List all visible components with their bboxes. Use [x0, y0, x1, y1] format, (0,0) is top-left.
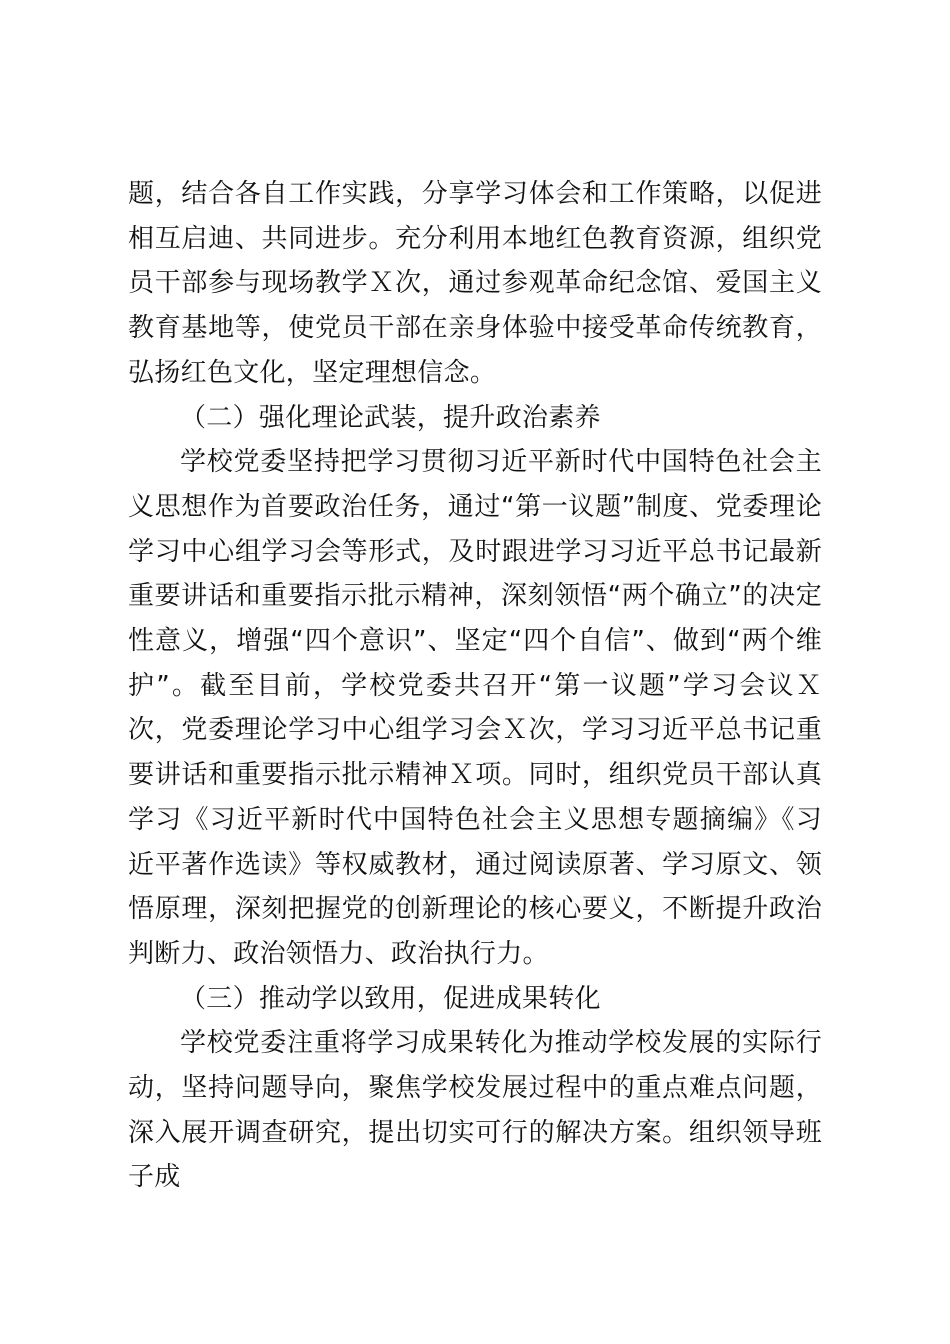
section-heading-3: （三）推动学以致用，促进成果转化: [180, 983, 601, 1014]
section-heading-2: （二）强化理论武装，提升政治素养: [180, 402, 601, 433]
paragraph-continuation: 题，结合各自工作实践，分享学习体会和工作策略，以促进相互启迪、共同进步。充分利用本地红色教育资源，组织党员干部参与现场教学Ｘ次，通过参观革命纪念馆、爱国主义教育基地等，使党员干部在亲身体验中接受革命传统教育，弘扬红色文化，坚定理想信念。: [128, 179, 822, 388]
paragraph-theory: 学校党委坚持把学习贯彻习近平新时代中国特色社会主义思想作为首要政治任务，通过“第一议题”制度、党委理论学习中心组学习会等形式，及时跟进学习习近平总书记最新重要讲话和重要指示批示精神，深刻领悟“两个确立”的决定性意义，增强“四个意识”、坚定“四个自信”、做到“两个维护”。截至目前，学校党委共召开“第一议题”学习会议Ｘ次，党委理论学习中心组学习会Ｘ次，学习习近平总书记重要讲话和重要指示批示精神Ｘ项。同时，组织党员干部认真学习《习近平新时代中国特色社会主义思想专题摘编》《习近平著作选读》等权威教材，通过阅读原著、学习原文、领悟原理，深刻把握党的创新理论的核心要义，不断提升政治判断力、政治领悟力、政治执行力。: [128, 447, 822, 969]
paragraph-application: 学校党委注重将学习成果转化为推动学校发展的实际行动，坚持问题导向，聚焦学校发展过程中的重点难点问题，深入展开调查研究，提出切实可行的解决方案。组织领导班子成: [128, 1028, 822, 1193]
document-body: [128, 172, 822, 1200]
